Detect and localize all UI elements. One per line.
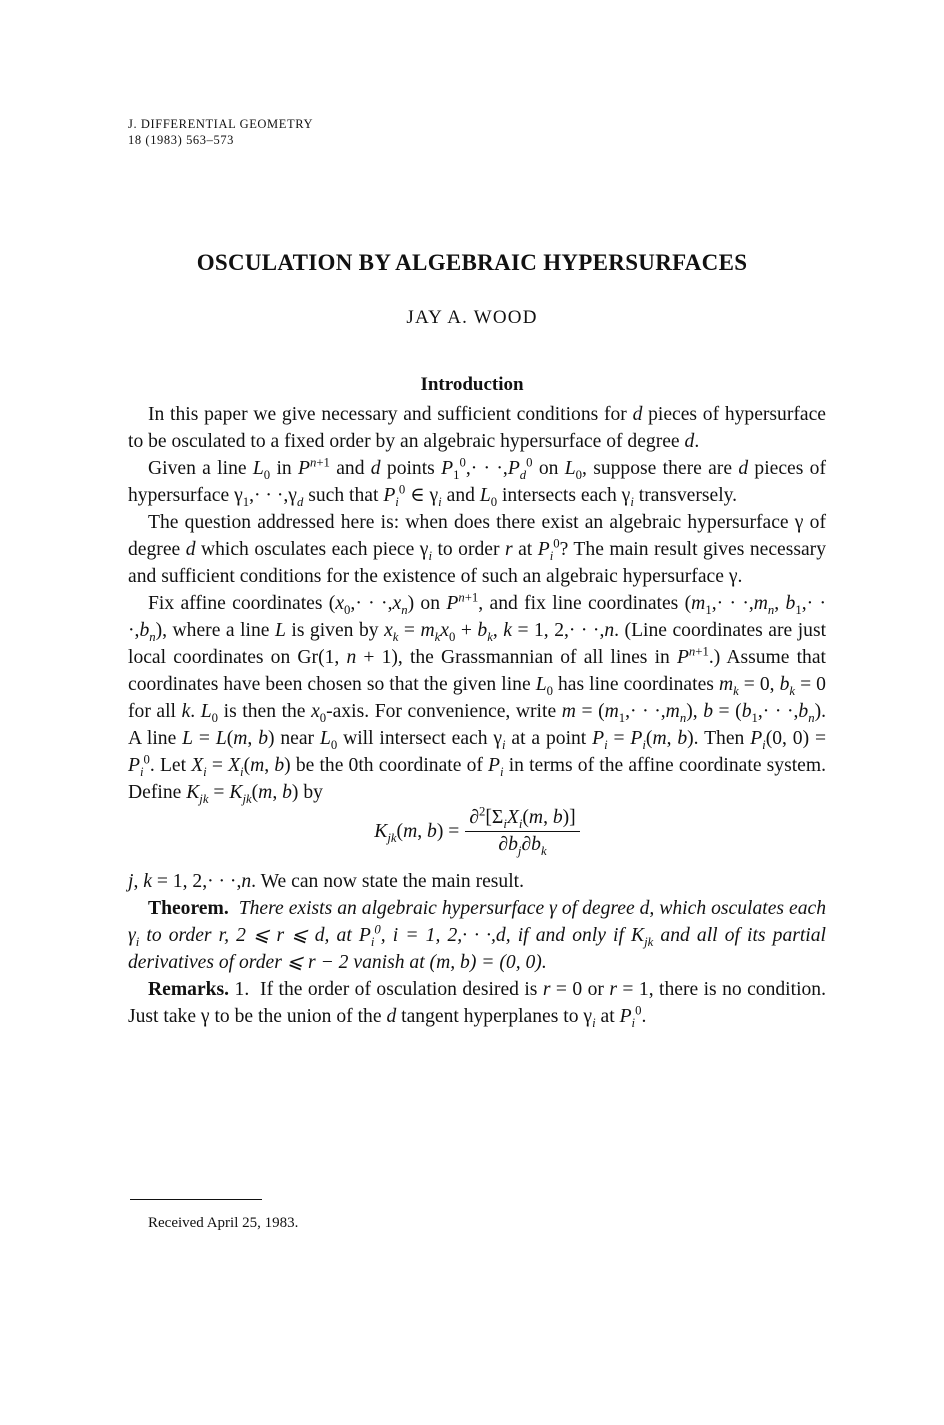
journal-name: J. DIFFERENTIAL GEOMETRY (128, 117, 314, 131)
paper-title: OSCULATION BY ALGEBRAIC HYPERSURFACES (196, 250, 748, 275)
footnote: Received April 25, 1983. (148, 1215, 299, 1231)
display-equation: $K_{jk}(m$, b) = $\frac{\partial^2[\Sigma_iX_i(m, b)]}{\partial b_j\partial b_k}$ (128, 806, 826, 868)
paragraph-4: Fix affine coordinates $(x_0,\cdot \cdot \cdot,x_n)$ on $P^{n+1}$, and fix line coordinates ($m_1,\cdot \cdot \cdot,m_n$, $b_1,\cdot \cdot \cdot,b_n$), where a line L is given by $x_k = m_kx_0 + b_k$, k = 1, 2,· · ·,n. (Line coordinates are just local coordinates on Gr(1, n + 1), the Grassmannian of all lines in $P^{n+1}$.) Assume that coordinates have been chosen so that the given line $L_0$ has line coordinates $m_k = 0$, $b_k = 0$ for all k. $L_0$ is then the $x_0$-axis. For convenience, write $m = (m_1,\cdot \cdot \cdot,m_n)$, $b = (b_1,\cdot \cdot \cdot,b_n)$. A line L = L(m, b) near $L_0$ will intersect each $\gamma_i$ at a point $P_i = P_i(m$, b). Then $P_i(0$, $0) = P_i^0$. Let $X_i = X_i(m$, b) be the 0th coordinate of $P_i$ in terms of the affine coordinate system. Define $K_{jk} = K_{jk}(m$, b) by (128, 590, 827, 806)
journal-volume-pages: 18 (1983) 563–573 (128, 133, 235, 147)
paragraph-1: In this paper we give necessary and sufficient conditions for d pieces of hypersurface to be osculated to a fixed order by an algebraic hypersurface of degree d. (128, 404, 826, 452)
journal-header (128, 116, 313, 148)
paper-author: JAY A. WOOD (406, 307, 538, 328)
paragraph-2: Given a line $L_0$ in $P^{n+1}$ and d points $P_1^0,\cdot \cdot \cdot,P_d^0$ on $L_0$, suppose there are d pieces of hypersurface $\gamma_1,\cdot \cdot \cdot,\gamma_d$ such that $P_i^0$ ∈ $\gamma_i$ and $L_0$ intersects each $\gamma_i$ transversely. (128, 455, 827, 509)
section-heading: Introduction (420, 374, 524, 395)
remarks: Remarks. 1. If the order of osculation desired is r = 0 or r = 1, there is no condition. Just take γ to be the union of the d tangent hyperplanes to $\gamma_i$ at $P_i^0$. (128, 979, 827, 1030)
paragraph-5: j, k = 1, 2,· · ·,n. We can now state the main result. (128, 871, 525, 892)
paper-body (128, 401, 826, 1030)
theorem: Theorem. There exists an algebraic hypersurface γ of degree d, which osculates each $\gamma_i$ to order r, 2 ⩽ r ⩽ d, at $P_i^0$, i = 1, 2,· · ·,d, if and only if $K_{jk}$ and all of its partial derivatives of order ⩽ r − 2 vanish at (m, b) = (0, 0). (128, 898, 826, 973)
paragraph-3: The question addressed here is: when does there exist an algebraic hypersurface γ of degree d which osculates each piece $\gamma_i$ to order r at $P_i^0$? The main result gives necessary and sufficient conditions for the existence of such an algebraic hypersurface γ. (128, 512, 827, 587)
footnote-rule (130, 1199, 262, 1200)
